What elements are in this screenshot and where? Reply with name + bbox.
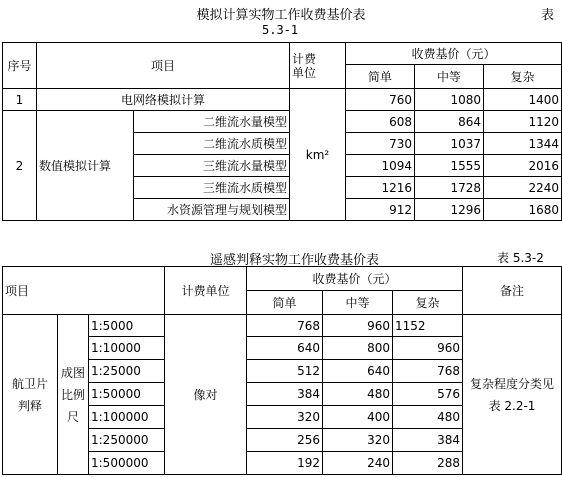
group2-medium: 864	[415, 111, 484, 133]
group2-category: 数值模拟计算	[37, 111, 134, 221]
row1-simple: 760	[346, 89, 415, 111]
medium-cell: 480	[323, 383, 393, 406]
header-simple: 简单	[247, 291, 323, 315]
complex-cell: 480	[393, 406, 463, 429]
group2-complex: 2016	[484, 155, 562, 177]
header-item: 项目	[37, 43, 290, 89]
category: 航卫片 判释	[3, 315, 58, 475]
header-fee: 收费基价（元）	[247, 267, 463, 291]
group2-simple: 1216	[346, 177, 415, 199]
medium-cell: 320	[323, 429, 393, 452]
complex-cell: 768	[393, 360, 463, 383]
group2-medium: 1037	[415, 133, 484, 155]
header-fee: 收费基价（元）	[346, 43, 562, 65]
simple-cell: 768	[247, 315, 323, 337]
scale-cell: 1:10000	[89, 337, 165, 360]
group2-simple: 608	[346, 111, 415, 133]
group2-simple: 1094	[346, 155, 415, 177]
unit-value: km²	[290, 89, 346, 221]
table1-title-suffix: 表	[541, 8, 555, 23]
header-complex: 复杂	[393, 291, 463, 315]
group2-simple: 730	[346, 133, 415, 155]
group2-item: 三维流水量模型	[134, 155, 290, 177]
header-medium: 中等	[415, 65, 484, 89]
complex-cell: 576	[393, 383, 463, 406]
header-simple: 简单	[346, 65, 415, 89]
scale-cell: 1:50000	[89, 383, 165, 406]
table2-title: 遥感判释实物工作收费基价表	[210, 253, 380, 268]
simple-cell: 384	[247, 383, 323, 406]
simulation-fee-table	[2, 42, 562, 221]
scale-cell: 1:500000	[89, 452, 165, 475]
medium-cell: 400	[323, 406, 393, 429]
scale-cell: 1:250000	[89, 429, 165, 452]
complex-cell: 960	[393, 337, 463, 360]
table1-code: 5.3-1	[262, 23, 299, 37]
medium-cell: 960	[323, 315, 393, 337]
group2-complex: 2240	[484, 177, 562, 199]
group2-complex: 1344	[484, 133, 562, 155]
header-unit: 计费 单位	[290, 43, 346, 89]
group2-complex: 1120	[484, 111, 562, 133]
header-medium: 中等	[323, 291, 393, 315]
group2-medium: 1555	[415, 155, 484, 177]
group2-item: 二维流水量模型	[134, 111, 290, 133]
scale-cell: 1:5000	[89, 315, 165, 337]
complex-cell: 288	[393, 452, 463, 475]
medium-cell: 240	[323, 452, 393, 475]
row1-seq: 1	[3, 89, 37, 111]
row1-complex: 1400	[484, 89, 562, 111]
scale-cell: 1:100000	[89, 406, 165, 429]
table1-title: 模拟计算实物工作收费基价表	[196, 8, 366, 23]
unit-value: 像对	[165, 315, 247, 475]
medium-cell: 800	[323, 337, 393, 360]
group2-medium: 1296	[415, 199, 484, 221]
simple-cell: 320	[247, 406, 323, 429]
header-unit: 计费单位	[165, 267, 247, 315]
group2-complex: 1680	[484, 199, 562, 221]
simple-cell: 256	[247, 429, 323, 452]
header-note: 备注	[463, 267, 562, 315]
group2-seq: 2	[3, 111, 37, 221]
table2-code: 表 5.3-2	[497, 251, 544, 265]
simple-cell: 512	[247, 360, 323, 383]
subcategory: 成图 比例 尺	[58, 315, 89, 475]
header-seq: 序号	[3, 43, 37, 89]
group2-medium: 1728	[415, 177, 484, 199]
row1-medium: 1080	[415, 89, 484, 111]
simple-cell: 640	[247, 337, 323, 360]
group2-simple: 912	[346, 199, 415, 221]
row1-item: 电网络模拟计算	[37, 89, 290, 111]
note-value: 复杂程度分类见 表 2.2-1	[463, 315, 562, 475]
remote-sensing-fee-table	[2, 266, 562, 475]
complex-cell: 384	[393, 429, 463, 452]
scale-cell: 1:25000	[89, 360, 165, 383]
simple-cell: 192	[247, 452, 323, 475]
complex-cell: 1152	[393, 315, 463, 337]
group2-item: 水资源管理与规划模型	[134, 199, 290, 221]
group2-item: 三维流水质模型	[134, 177, 290, 199]
header-complex: 复杂	[484, 65, 562, 89]
medium-cell: 640	[323, 360, 393, 383]
header-item: 项目	[3, 267, 165, 315]
group2-item: 二维流水质模型	[134, 133, 290, 155]
